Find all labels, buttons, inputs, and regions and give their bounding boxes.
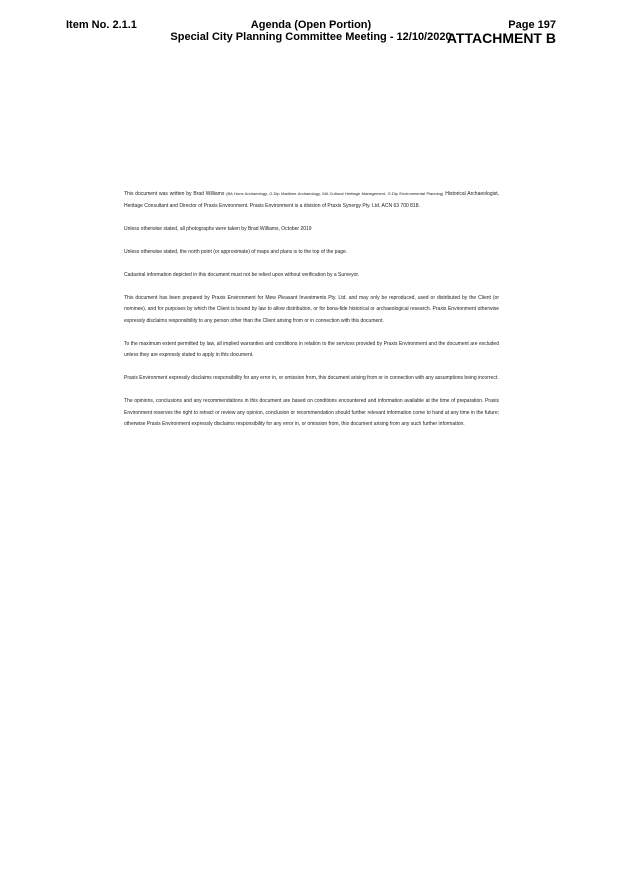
attachment-label: ATTACHMENT B <box>446 30 556 46</box>
opinions-paragraph: The opinions, conclusions and any recommendations in this document are based on conditions encountered and information available at the time of preparation. Praxis Environment reserves the right to retract or review any opinion, conclusion or recommendation should further relevant information come to hand at any time in the future; otherwise Praxis Environment expressly disclaims responsibility for any error in, or omission from, this document arising from any such further information. <box>124 398 499 427</box>
page-number: Page 197 <box>508 19 556 31</box>
assumptions-paragraph: Praxis Environment expressly disclaims responsibility for any error in, or omission from, this document arising from or in connection with any assumptions being incorrect. <box>124 375 499 381</box>
author-paragraph <box>124 188 499 212</box>
author-text-end: Historical Archaeologist, Heritage Consultant and Director of Praxis Environment. Praxis Environment is a division of Praxis Synergy Pty. Ltd. ACN 63 700 818. <box>124 191 499 209</box>
photographs-paragraph: Unless otherwise stated, all photographs were taken by Brad Williams, October 2019 <box>124 225 312 232</box>
cadastral-paragraph: Cadastral information depicted in this document must not be relied upon without verification by a Surveyor. <box>124 271 360 278</box>
meeting-title: Special City Planning Committee Meeting - 12/10/2020 <box>170 31 452 43</box>
author-text-start: This document was written by Brad Williams <box>124 191 227 197</box>
agenda-title: Agenda (Open Portion) <box>250 19 372 31</box>
item-number: Item No. 2.1.1 <box>66 19 137 31</box>
header-right <box>447 19 556 46</box>
page-header <box>0 0 622 60</box>
author-qualifications: (BA Hons Archaeology, G.Dip Maritime Archaeology, MA Cultural Heritage Management, G.Dip Environmental Planning) <box>226 191 444 196</box>
prepared-by-paragraph: This document has been prepared by Praxis Environment for Mew Pleasant Investments Pty. Ltd. and may only be reproduced, used or distributed by the Client (or nominee), and for purposes by which the Client is bound by law to allow distribution, or for bona-fide historical or archaeological research. Praxis Environment otherwise expressly disclaims responsibility to any person other than the Client arising from or in connection with this document. <box>124 294 499 324</box>
document-body <box>124 188 499 442</box>
north-point-paragraph: Unless otherwise stated, the north point (or approximate) of maps and plans is to the top of the page. <box>124 248 348 255</box>
warranties-paragraph: To the maximum extent permitted by law, all implied warranties and conditions in relation to the services provided by Praxis Environment and the document are excluded unless they are expressly stated to apply in this document. <box>124 340 499 358</box>
